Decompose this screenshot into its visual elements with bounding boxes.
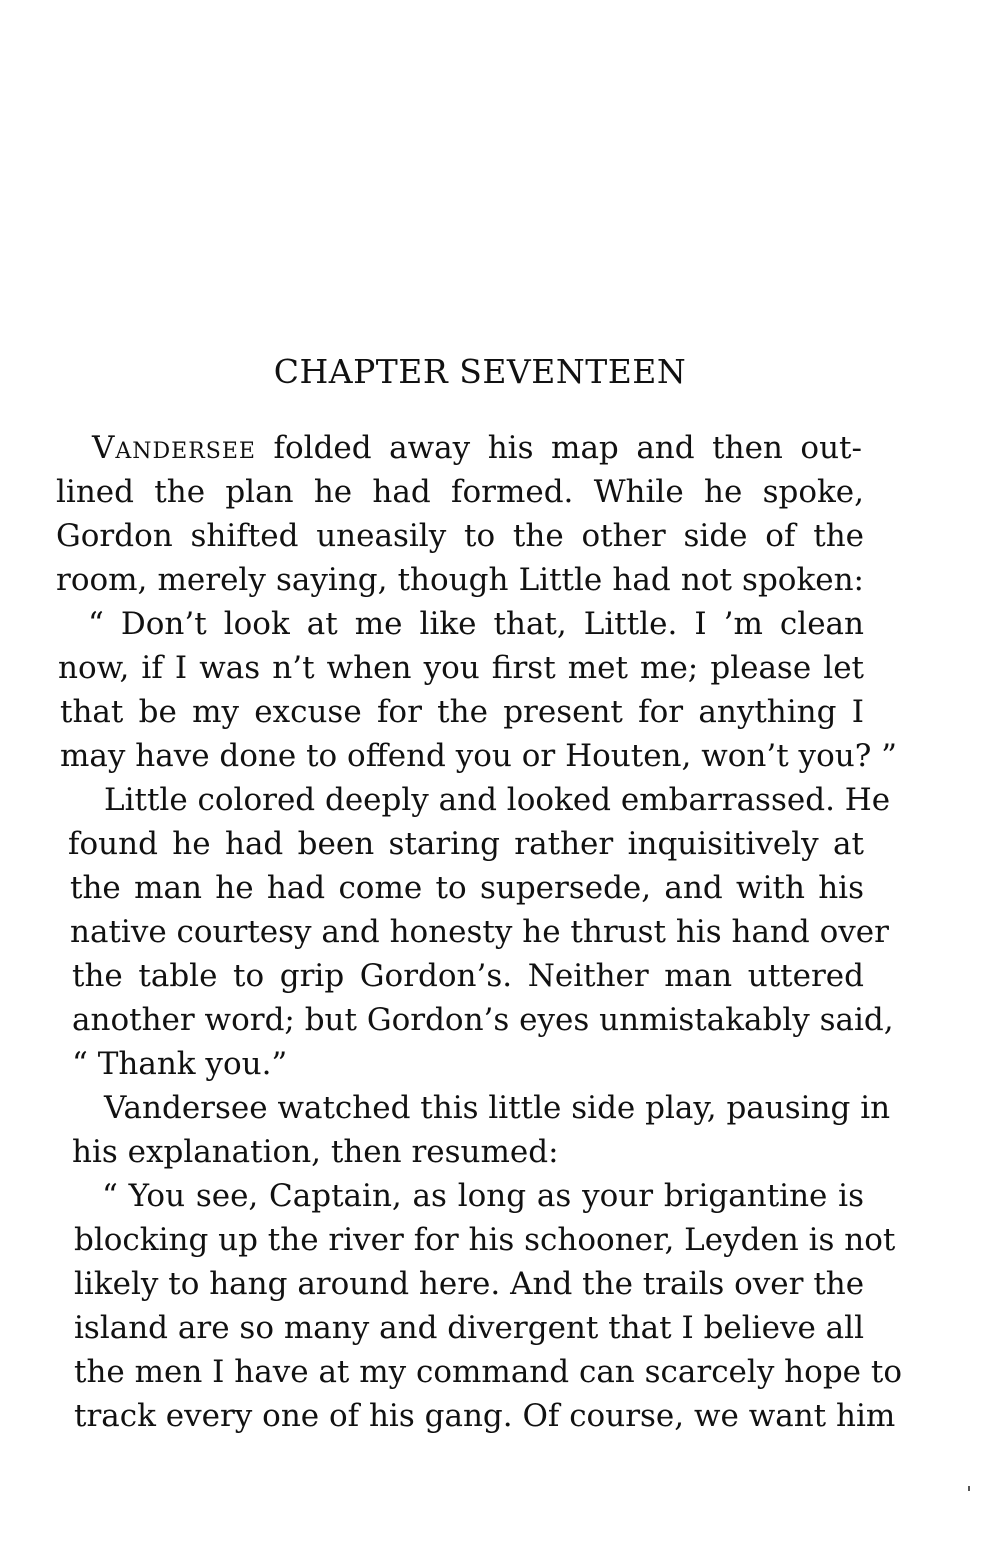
text-line: island are so many and divergent that I believe all xyxy=(74,1310,864,1346)
text-line: “ You see, Captain, as long as your brigantine is xyxy=(102,1178,864,1214)
text-line: the men I have at my command can scarcely hope to xyxy=(74,1354,902,1390)
text-line: likely to hang around here. And the trails over the xyxy=(74,1266,865,1302)
text-line: native courtesy and honesty he thrust his hand over xyxy=(70,914,889,950)
text-line: “ Don’t look at me like that, Little. I ’m clean xyxy=(88,606,864,642)
text-line: found he had been staring rather inquisitively at xyxy=(68,826,864,862)
text-line: lined the plan he had formed. While he spoke, xyxy=(56,474,864,510)
text-line: Vandersee folded away his map and then out- xyxy=(92,430,862,466)
text-line: track every one of his gang. Of course, we want him xyxy=(74,1398,896,1434)
text-line: now, if I was n’t when you first met me; please let xyxy=(58,650,864,686)
text-line: blocking up the river for his schooner, Leyden is not xyxy=(74,1222,896,1258)
text-line: Vandersee watched this little side play, pausing in xyxy=(104,1090,891,1126)
scan-speck xyxy=(968,1486,970,1491)
text-line: his explanation, then resumed: xyxy=(72,1134,559,1170)
text-line: Little colored deeply and looked embarrassed. He xyxy=(104,782,891,818)
text-line: may have done to offend you or Houten, won’t you? ” xyxy=(60,738,898,774)
text-line: that be my excuse for the present for anything I xyxy=(60,694,864,730)
drop-word: Vandersee xyxy=(92,430,256,466)
text-line: “ Thank you.” xyxy=(72,1046,288,1082)
text-line: Gordon shifted uneasily to the other side of the xyxy=(56,518,864,554)
text-line: room, merely saying, though Little had not spoken: xyxy=(56,562,864,598)
text-line: the table to grip Gordon’s. Neither man uttered xyxy=(72,958,864,994)
chapter-heading: CHAPTER SEVENTEEN xyxy=(273,352,687,391)
text-line: the man he had come to supersede, and with his xyxy=(70,870,864,906)
text-line: another word; but Gordon’s eyes unmistakably said, xyxy=(72,1002,894,1038)
